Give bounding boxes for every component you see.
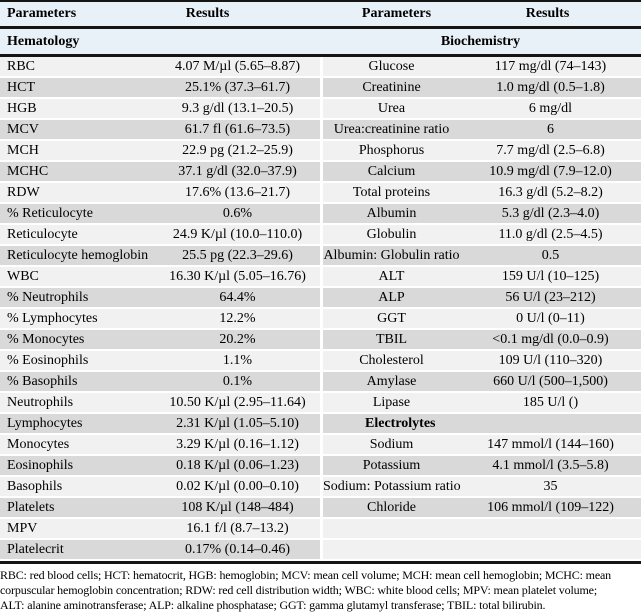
parameter-cell: % Monocytes [7, 332, 85, 347]
row-left-half [0, 393, 320, 414]
table-row [0, 330, 641, 351]
parameter-cell: Urea [377, 101, 406, 116]
parameter-cell: Albumin [366, 206, 417, 221]
electrolytes-section-label: Electrolytes [365, 416, 436, 431]
parameter-cell: ALP [378, 290, 405, 305]
parameter-cell: Sodium: Potassium ratio [323, 479, 461, 494]
parameter-cell: Albumin: Globulin ratio [323, 248, 460, 263]
parameter-cell: RBC [7, 59, 36, 74]
result-cell: 0.17% (0.14–0.46) [185, 542, 290, 557]
table-row [0, 435, 641, 456]
table-row [0, 78, 641, 99]
result-cell: 2.31 K/µl (1.05–5.10) [176, 416, 299, 431]
footnote-line: RBC: red blood cells; HCT: hematocrit, HGB: hemoglobin; MCV: mean cell volume; MCH: mean cell hemoglobin; MCHC: mean [0, 568, 612, 582]
row-left-half [0, 477, 320, 498]
result-cell: 3.29 K/µl (0.16–1.12) [176, 437, 299, 452]
parameter-cell: % Reticulocyte [7, 206, 93, 221]
result-cell: 25.5 pg (22.3–29.6) [182, 248, 293, 263]
row-left-half [0, 246, 320, 267]
table-row [0, 351, 641, 372]
row-right-half [320, 498, 641, 519]
row-left-half [0, 99, 320, 120]
row-right-half [320, 414, 641, 435]
result-cell: 147 mmol/l (144–160) [487, 437, 614, 452]
row-right-half [320, 183, 641, 204]
parameter-cell: Sodium [369, 437, 414, 452]
result-cell: 24.9 K/µl (10.0–110.0) [172, 227, 303, 242]
parameter-cell: ALT [378, 269, 405, 284]
result-cell: 6 [547, 122, 554, 137]
result-cell: 159 U/l (10–125) [501, 269, 600, 284]
row-left-half [0, 519, 320, 540]
row-right-half [320, 162, 641, 183]
row-left-half [0, 351, 320, 372]
table-row [0, 414, 641, 435]
row-left-half [0, 456, 320, 477]
parameter-cell: MCV [7, 122, 39, 137]
header-parameters-right: Parameters [361, 6, 432, 21]
parameter-cell: Eosinophils [7, 458, 74, 473]
parameter-cell: Urea:creatinine ratio [333, 122, 450, 137]
row-right-half [320, 393, 641, 414]
result-cell: 7.7 mg/dl (2.5–6.8) [496, 143, 605, 158]
row-left-half [0, 309, 320, 330]
parameter-cell: HGB [7, 101, 37, 116]
result-cell: 35 [543, 479, 558, 494]
result-cell: 0.1% [222, 374, 253, 389]
parameter-cell: HCT [7, 80, 35, 95]
row-left-half [0, 78, 320, 99]
parameter-cell: Reticulocyte hemoglobin [7, 248, 149, 263]
table-row [0, 204, 641, 225]
parameter-cell: Total proteins [352, 185, 431, 200]
parameter-cell: TBIL [375, 332, 408, 347]
result-cell: 17.6% (13.6–21.7) [185, 185, 290, 200]
row-right-half [320, 456, 641, 477]
row-right-half [320, 141, 641, 162]
row-left-half [0, 288, 320, 309]
row-left-half [0, 141, 320, 162]
parameter-cell: Neutrophils [7, 395, 74, 410]
result-cell: 0.5 [541, 248, 560, 263]
row-left-half [0, 183, 320, 204]
result-cell: 0.6% [222, 206, 253, 221]
result-cell [460, 540, 641, 559]
table-row [0, 393, 641, 414]
result-cell: 64.4% [219, 290, 256, 305]
table-row [0, 456, 641, 477]
row-right-half [320, 57, 641, 78]
row-right-half [320, 330, 641, 351]
row-right-half [320, 519, 641, 540]
result-cell: 109 U/l (110–320) [498, 353, 603, 368]
table-row [0, 225, 641, 246]
row-left-half [0, 540, 320, 561]
row-left-half [0, 414, 320, 435]
parameter-cell: Monocytes [7, 437, 70, 452]
footnote-line: ALT: alanine aminotransferase; ALP: alkaline phosphatase; GGT: gamma glutamyl transferase; TBIL: total bilirubin. [0, 598, 546, 612]
row-left-half [0, 120, 320, 141]
result-cell: 56 U/l (23–212) [505, 290, 596, 305]
header-results-left: Results [185, 6, 230, 21]
row-right-half [320, 78, 641, 99]
result-cell: 11.0 g/dl (2.5–4.5) [498, 227, 603, 242]
hematology-section-label: Hematology [7, 34, 80, 49]
table-row [0, 288, 641, 309]
parameter-cell: Potassium [362, 458, 421, 473]
result-cell: 1.0 mg/dl (0.5–1.8) [496, 80, 605, 95]
parameter-cell: Glucose [368, 59, 415, 74]
parameter-cell: Platelets [7, 500, 55, 515]
parameter-cell: WBC [7, 269, 39, 284]
table-bottom-rule [0, 561, 641, 564]
table-row [0, 57, 641, 78]
row-right-half [320, 267, 641, 288]
table-row [0, 120, 641, 141]
footnote-line: corpuscular hemoglobin concentration; RDW: red cell distribution width; WBC: white blood cells; MPV: mean platelet volume; [0, 583, 598, 597]
result-cell: 10.9 mg/dl (7.9–12.0) [489, 164, 612, 179]
result-cell [460, 414, 641, 433]
row-right-half [320, 288, 641, 309]
parameter-cell: Calcium [367, 164, 416, 179]
row-right-half [320, 246, 641, 267]
result-cell [460, 519, 641, 538]
parameter-cell: Cholesterol [359, 353, 424, 368]
parameter-cell: % Lymphocytes [7, 311, 98, 326]
row-right-half [320, 99, 641, 120]
row-right-half [320, 351, 641, 372]
header-parameters-left: Parameters [7, 6, 77, 21]
row-left-half [0, 372, 320, 393]
row-right-half [320, 225, 641, 246]
result-cell: 106 mmol/l (109–122) [487, 500, 614, 515]
footnote [0, 568, 641, 613]
table-row [0, 183, 641, 204]
section-header-row [0, 29, 641, 54]
parameter-cell: Chloride [367, 500, 416, 515]
table-row [0, 519, 641, 540]
result-cell: 9.3 g/dl (13.1–20.5) [181, 101, 294, 116]
parameter-cell: % Neutrophils [7, 290, 89, 305]
result-cell: 117 mg/dl (74–143) [494, 59, 607, 74]
row-right-half [320, 204, 641, 225]
table-row [0, 372, 641, 393]
row-left-half [0, 330, 320, 351]
result-cell: 0.18 K/µl (0.06–1.23) [176, 458, 299, 473]
result-cell: 12.2% [219, 311, 256, 326]
table-row [0, 309, 641, 330]
row-right-half [320, 435, 641, 456]
row-right-half [320, 372, 641, 393]
row-right-half [320, 120, 641, 141]
row-left-half [0, 162, 320, 183]
table-row [0, 498, 641, 519]
table-row [0, 162, 641, 183]
result-cell: 1.1% [222, 353, 253, 368]
table-row [0, 141, 641, 162]
table-header-row [0, 2, 641, 26]
parameter-cell: MPV [7, 521, 38, 536]
parameter-cell: % Eosinophils [7, 353, 89, 368]
table-row [0, 267, 641, 288]
result-cell: 25.1% (37.3–61.7) [185, 80, 290, 95]
result-cell: 16.3 g/dl (5.2–8.2) [498, 185, 603, 200]
result-cell: 4.1 mmol/l (3.5–5.8) [492, 458, 609, 473]
parameter-cell: Reticulocyte [7, 227, 78, 242]
parameter-cell: Phosphorus [358, 143, 425, 158]
result-cell: 20.2% [219, 332, 256, 347]
result-cell: 5.3 g/dl (2.3–4.0) [501, 206, 600, 221]
result-cell: 660 U/l (500–1,500) [493, 374, 608, 389]
result-cell: 16.1 f/l (8.7–13.2) [186, 521, 289, 536]
result-cell: 0.02 K/µl (0.00–0.10) [176, 479, 299, 494]
row-left-half [0, 498, 320, 519]
result-cell: 6 mg/dl [528, 101, 573, 116]
row-left-half [0, 225, 320, 246]
parameter-cell: MCHC [7, 164, 49, 179]
row-right-half [320, 477, 641, 498]
parameter-cell [323, 519, 460, 538]
row-left-half [0, 435, 320, 456]
biochemistry-section-label: Biochemistry [440, 34, 521, 49]
parameter-cell: Basophils [7, 479, 63, 494]
parameter-cell: Amylase [366, 374, 417, 389]
row-left-half [0, 57, 320, 78]
parameter-cell: Lipase [372, 395, 411, 410]
parameter-cell: Lymphocytes [7, 416, 83, 431]
row-left-half [0, 204, 320, 225]
parameter-cell: MCH [7, 143, 39, 158]
result-cell: 108 K/µl (148–484) [181, 500, 294, 515]
result-cell: 16.30 K/µl (5.05–16.76) [169, 269, 306, 284]
result-cell: 4.07 M/µl (5.65–8.87) [174, 59, 301, 74]
table-row [0, 540, 641, 561]
result-cell: 37.1 g/dl (32.0–37.9) [178, 164, 297, 179]
parameter-cell: GGT [377, 311, 406, 326]
table-row [0, 99, 641, 120]
result-cell: <0.1 mg/dl (0.0–0.9) [492, 332, 609, 347]
parameter-cell: % Basophils [7, 374, 78, 389]
parameter-cell: Globulin [366, 227, 417, 242]
parameter-cell: Platelecrit [7, 542, 64, 557]
table-body [0, 57, 641, 561]
result-cell: 185 U/l () [522, 395, 579, 410]
result-cell: 22.9 pg (21.2–25.9) [182, 143, 293, 158]
row-right-half [320, 540, 641, 561]
table-row [0, 477, 641, 498]
parameter-cell: Creatinine [362, 80, 421, 95]
row-right-half [320, 309, 641, 330]
result-cell: 0 U/l (0–11) [516, 311, 585, 326]
header-results-right: Results [525, 6, 570, 21]
parameter-cell [323, 540, 460, 559]
row-left-half [0, 267, 320, 288]
result-cell: 10.50 K/µl (2.95–11.64) [169, 395, 306, 410]
table-row [0, 246, 641, 267]
parameter-cell: RDW [7, 185, 40, 200]
result-cell: 61.7 fl (61.6–73.5) [184, 122, 291, 137]
